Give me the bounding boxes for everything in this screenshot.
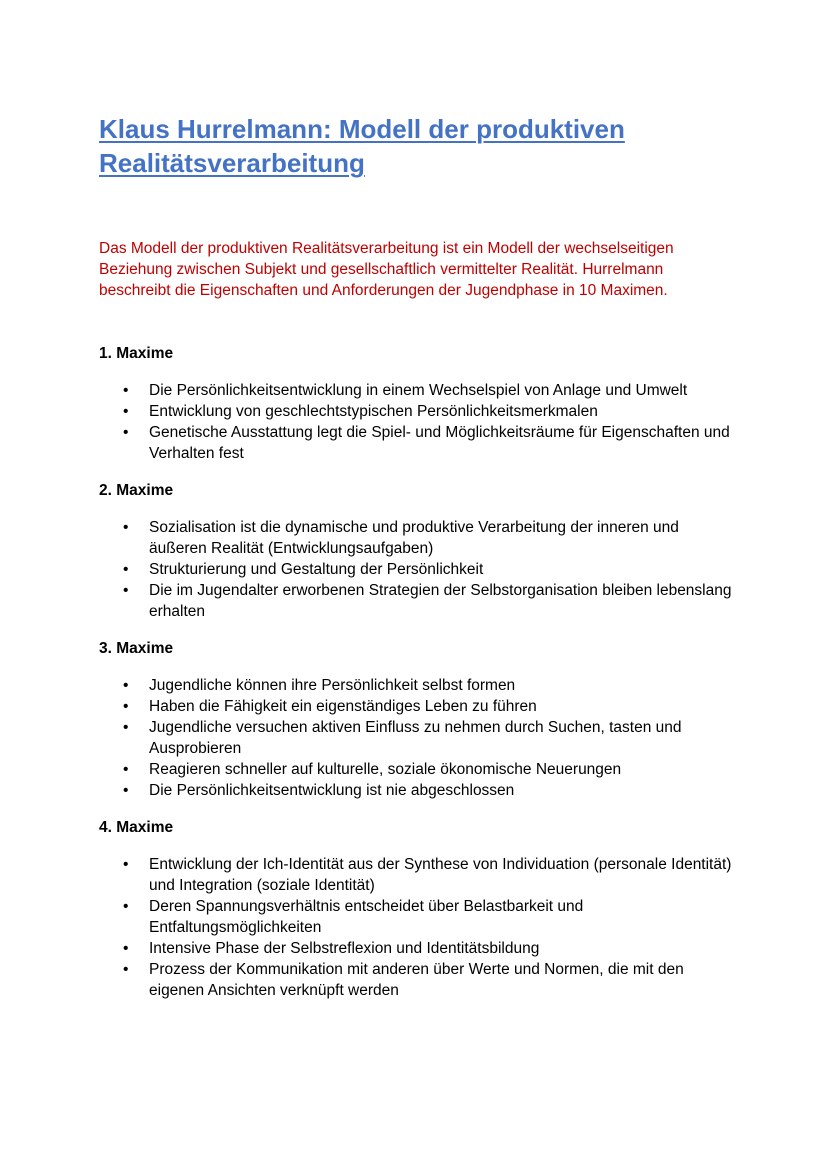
- intro-paragraph: Das Modell der produktiven Realitätsverarbeitung ist ein Modell der wechselseitigen Beziehung zwischen Subjekt und gesellschaftlich vermittelter Realität. Hurrelmann beschreibt die Eigenschaften und Anforderungen der Jugendphase in 10 Maximen.: [99, 240, 674, 299]
- maxime-section-3: [99, 638, 739, 801]
- list-item: • Die im Jugendalter erworbenen Strategien der Selbstorganisation bleiben lebenslang erhalten: [149, 580, 739, 622]
- list-item: • Jugendliche versuchen aktiven Einfluss zu nehmen durch Suchen, tasten und Ausprobieren: [149, 717, 739, 759]
- list-item: • Jugendliche können ihre Persönlichkeit selbst formen: [149, 675, 739, 696]
- list-item: • Haben die Fähigkeit ein eigenständiges Leben zu führen: [149, 696, 739, 717]
- list-item: • Genetische Ausstattung legt die Spiel- und Möglichkeitsräume für Eigenschaften und Verhalten fest: [149, 422, 739, 464]
- bullet-list: [99, 380, 739, 464]
- list-item: • Deren Spannungsverhältnis entscheidet über Belastbarkeit und Entfaltungsmöglichkeiten: [149, 896, 739, 938]
- bullet-list: [99, 854, 739, 1001]
- list-item: • Prozess der Kommunikation mit anderen über Werte und Normen, die mit den eigenen Ansichten verknüpft werden: [149, 959, 739, 1001]
- list-item: • Entwicklung von geschlechtstypischen Persönlichkeitsmerkmalen: [149, 401, 739, 422]
- section-heading: 1. Maxime: [99, 345, 174, 362]
- bullet-list: [99, 517, 739, 622]
- maxime-section-4: [99, 817, 739, 1001]
- maxime-section-2: [99, 480, 739, 622]
- section-heading: 4. Maxime: [99, 819, 174, 836]
- list-item: • Entwicklung der Ich-Identität aus der Synthese von Individuation (personale Identität) und Integration (soziale Identität): [149, 854, 739, 896]
- document-title[interactable]: Klaus Hurrelmann: Modell der produktiven Realitätsverarbeitung: [99, 114, 625, 178]
- list-item: • Die Persönlichkeitsentwicklung in einem Wechselspiel von Anlage und Umwelt: [149, 380, 739, 401]
- document-page: [99, 112, 739, 1001]
- list-item: • Strukturierung und Gestaltung der Persönlichkeit: [149, 559, 739, 580]
- section-heading: 3. Maxime: [99, 640, 174, 657]
- list-item: • Reagieren schneller auf kulturelle, soziale ökonomische Neuerungen: [149, 759, 739, 780]
- list-item: • Intensive Phase der Selbstreflexion und Identitätsbildung: [149, 938, 739, 959]
- list-item: • Die Persönlichkeitsentwicklung ist nie abgeschlossen: [149, 780, 739, 801]
- bullet-list: [99, 675, 739, 801]
- section-heading: 2. Maxime: [99, 482, 174, 499]
- maxime-section-1: [99, 343, 739, 464]
- list-item: • Sozialisation ist die dynamische und produktive Verarbeitung der inneren und äußeren Realität (Entwicklungsaufgaben): [149, 517, 739, 559]
